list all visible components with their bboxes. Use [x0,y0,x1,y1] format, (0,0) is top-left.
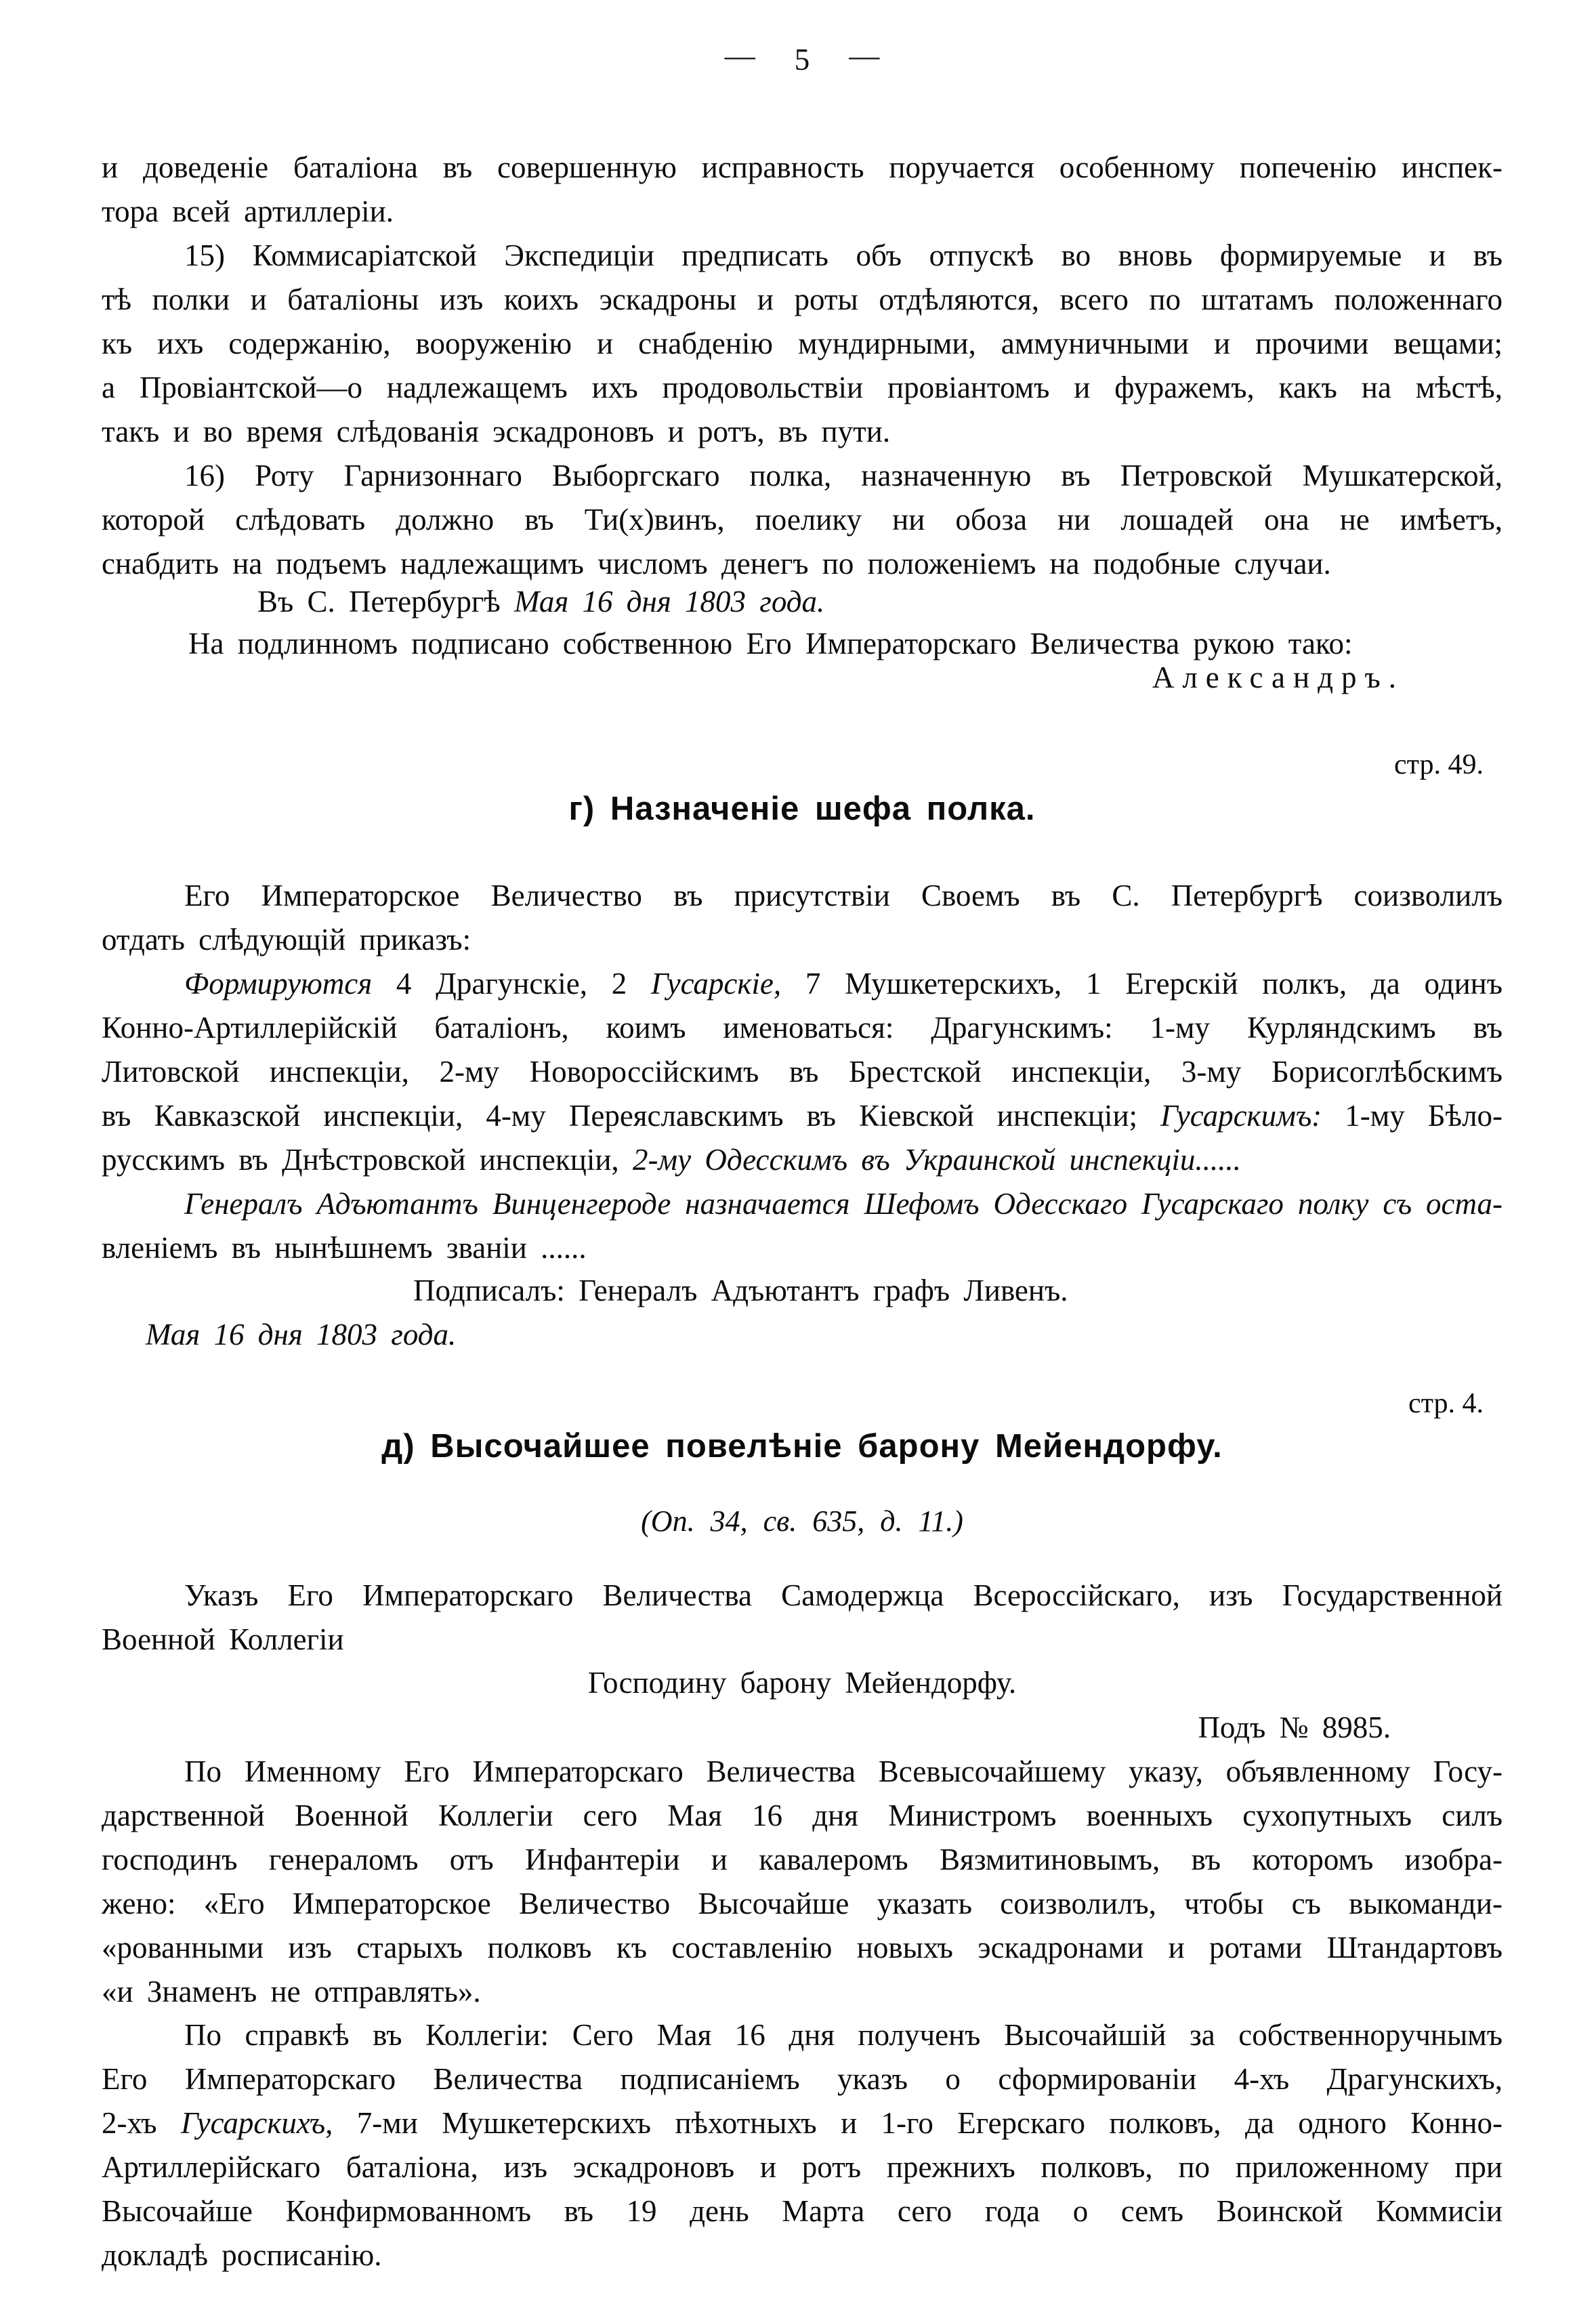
imperial-signature [102,656,1503,700]
page-reference-49 [102,749,1503,781]
order-italic-word: Гусарскимъ: [1160,1099,1322,1133]
text-line: господинъ генераломъ отъ Инфантеріи и кавалеромъ Вязмитиновымъ, въ которомъ изобра- [102,1843,1503,1876]
item-16-paragraph [102,454,1503,586]
text-line: такъ и во время слѣдованія эскадроновъ и ротъ, въ пути. [102,415,891,448]
text-line: Литовской инспекціи, 2-му Новороссійскимъ въ Брестской инспекціи, 3-му Борисоглѣбскимъ [102,1055,1503,1089]
text-line: «и Знаменъ не отправлять». [102,1975,481,2009]
text-line: къ ихъ содержанію, вооруженію и снабденію мундирными, аммуничными и прочими вещами; [102,327,1503,360]
signed-line [102,1269,1503,1313]
text-line: вленіемъ въ нынѣшнемъ званіи ...... [102,1231,587,1265]
body-roman: 2-хъ [102,2106,157,2140]
text-line: Подписалъ: Генералъ Адъютантъ графъ Ливенъ. [413,1274,1068,1307]
text-line: По Именному Его Императорскаго Величества Всевысочайшему указу, объявленному Госу- [184,1754,1503,1788]
dateline-place: Въ С. Петербургѣ [257,585,501,618]
text-line [102,1138,1503,1182]
order-roman: русскимъ въ Днѣстровской инспекціи, [102,1143,619,1177]
page-number: 5 [794,43,810,77]
header-dash-right: — [849,39,880,72]
text-line: 15) Коммисаріатской Экспедиціи предписать объ отпускѣ во вновь формируемые и въ [184,238,1503,272]
header-dash-left: — [724,39,755,72]
order-roman: 4 Драгунскіе, 2 [396,967,627,1001]
text-line: жено: «Его Императорское Величество Высочайше указать соизволилъ, чтобы съ выкоманди- [102,1887,1503,1920]
text-line [102,1094,1503,1138]
text-line: Генералъ Адъютантъ Винценгероде назначается Шефомъ Одесскаго Гусарскаго полку съ оста- [184,1187,1503,1221]
text-line: дарственной Военной Коллегіи сего Мая 16 дня Министромъ военныхъ сухопутныхъ силъ [102,1799,1503,1832]
text-line: Артиллерійскаго баталіона, изъ эскадроновъ и ротъ прежнихъ полковъ, по приложенному при [102,2150,1503,2184]
addressee-line: Господину барону Мейендорфу. [587,1666,1017,1700]
text-line: «рованными изъ старыхъ полковъ къ составленію новыхъ эскадронами и ротами Штандартовъ [102,1931,1503,1964]
text-line: Его Императорское Величество въ присутствіи Своемъ въ С. Петербургѣ соизволилъ [184,879,1503,912]
intro-paragraph [102,146,1503,234]
order-roman: 7 Мушкетерскихъ, 1 Егерскій полкъ, да одинъ [805,967,1503,1001]
text-line: Конно-Артиллерійскій баталіонъ, коимъ именоваться: Драгунскимъ: 1-му Курляндскимъ въ [102,1011,1503,1045]
text-line: 16) Роту Гарнизоннаго Выборгскаго полка, назначенную въ Петровской Мушкатерской, [184,459,1503,492]
order-italic-word: Гусарскіе, [650,967,782,1001]
text-line: и доведеніе баталіона въ совершенную исправность поручается особенному попеченію инспек- [102,150,1503,184]
body-paragraph-2 [102,2013,1503,2277]
text-line: снабдить на подъемъ надлежащимъ числомъ денегъ по положеніемъ на подобные случаи. [102,547,1331,581]
text-line: тѣ полки и баталіоны изъ коихъ эскадроны и роты отдѣляются, всего по штатамъ положеннаго [102,282,1503,316]
dateline-spb [102,580,1503,624]
page-ref-text: стр. 49. [1393,749,1484,780]
text-line: докладѣ росписанію. [102,2238,382,2272]
text-line: Высочайше Конфирмованномъ въ 19 день Марта сего года о семъ Воинской Коммисіи [102,2194,1503,2228]
appointment-paragraph [102,1182,1503,1270]
text-line: Его Императорскаго Величества подписаніемъ указъ о сформированіи 4-хъ Драгунскихъ, [102,2062,1503,2096]
order-italic-word: Формируются [184,967,373,1001]
dateline-date: Мая 16 дня 1803 года. [513,585,825,618]
text-line: Мая 16 дня 1803 года. [146,1318,457,1351]
date-line [102,1313,1503,1357]
section-g-paragraph-1 [102,874,1503,962]
order-roman: въ Кавказской инспекціи, 4-му Переяславскимъ въ Кіевской инспекціи; [102,1099,1138,1133]
page-ref-text: стр. 4. [1408,1388,1484,1419]
body-italic-word: Гусарскихъ, [180,2106,333,2140]
ukaz-address [102,1574,1503,1662]
body-paragraph-1 [102,1750,1503,2014]
body-roman: 7-ми Мушкетерскихъ пѣхотныхъ и 1-го Егерскаго полковъ, да одного Конно- [356,2106,1503,2140]
text-line: а Провіантской—о надлежащемъ ихъ продовольствіи провіантомъ и фуражемъ, какъ на мѣстѣ, [102,371,1503,404]
text-line [102,962,1503,1006]
order-paragraph [102,962,1503,1182]
text-line: отдать слѣдующій приказъ: [102,923,471,957]
text-line: Указъ Его Императорскаго Величества Самодержца Всероссійскаго, изъ Государственной [184,1578,1503,1612]
text-line: На подлинномъ подписано собственною Его Императорскаго Величества рукою тако: [188,627,1353,660]
page-reference-4 [102,1387,1503,1420]
text-line: тора всей артиллеріи. [102,194,394,228]
section-g-heading: г) Назначеніе шефа полка. [568,791,1036,827]
archive-reference: (Оп. 34, св. 635, д. 11.) [641,1505,963,1538]
document-number: Подъ № 8985. [1198,1710,1391,1744]
text-line [102,580,1503,624]
text-line: Военной Коллегіи [102,1622,344,1656]
order-italic-phrase: 2-му Одесскимъ въ Украинской инспекціи...... [632,1143,1241,1177]
page-number-header [102,39,1503,77]
section-d-heading: д) Высочайшее повелѣніе барону Мейендорфу. [381,1428,1223,1465]
text-line: По справкѣ въ Коллегіи: Сего Мая 16 дня полученъ Высочайшій за собственноручнымъ [184,2018,1503,2052]
text-line: которой слѣдовать должно въ Ти(х)винъ, поелику ни обоза ни лошадей она не имѣетъ, [102,503,1503,537]
text-line [102,2101,1503,2145]
order-roman: 1-му Бѣло- [1345,1099,1503,1133]
item-15-paragraph [102,234,1503,454]
signature-text: Александръ. [1152,660,1404,694]
